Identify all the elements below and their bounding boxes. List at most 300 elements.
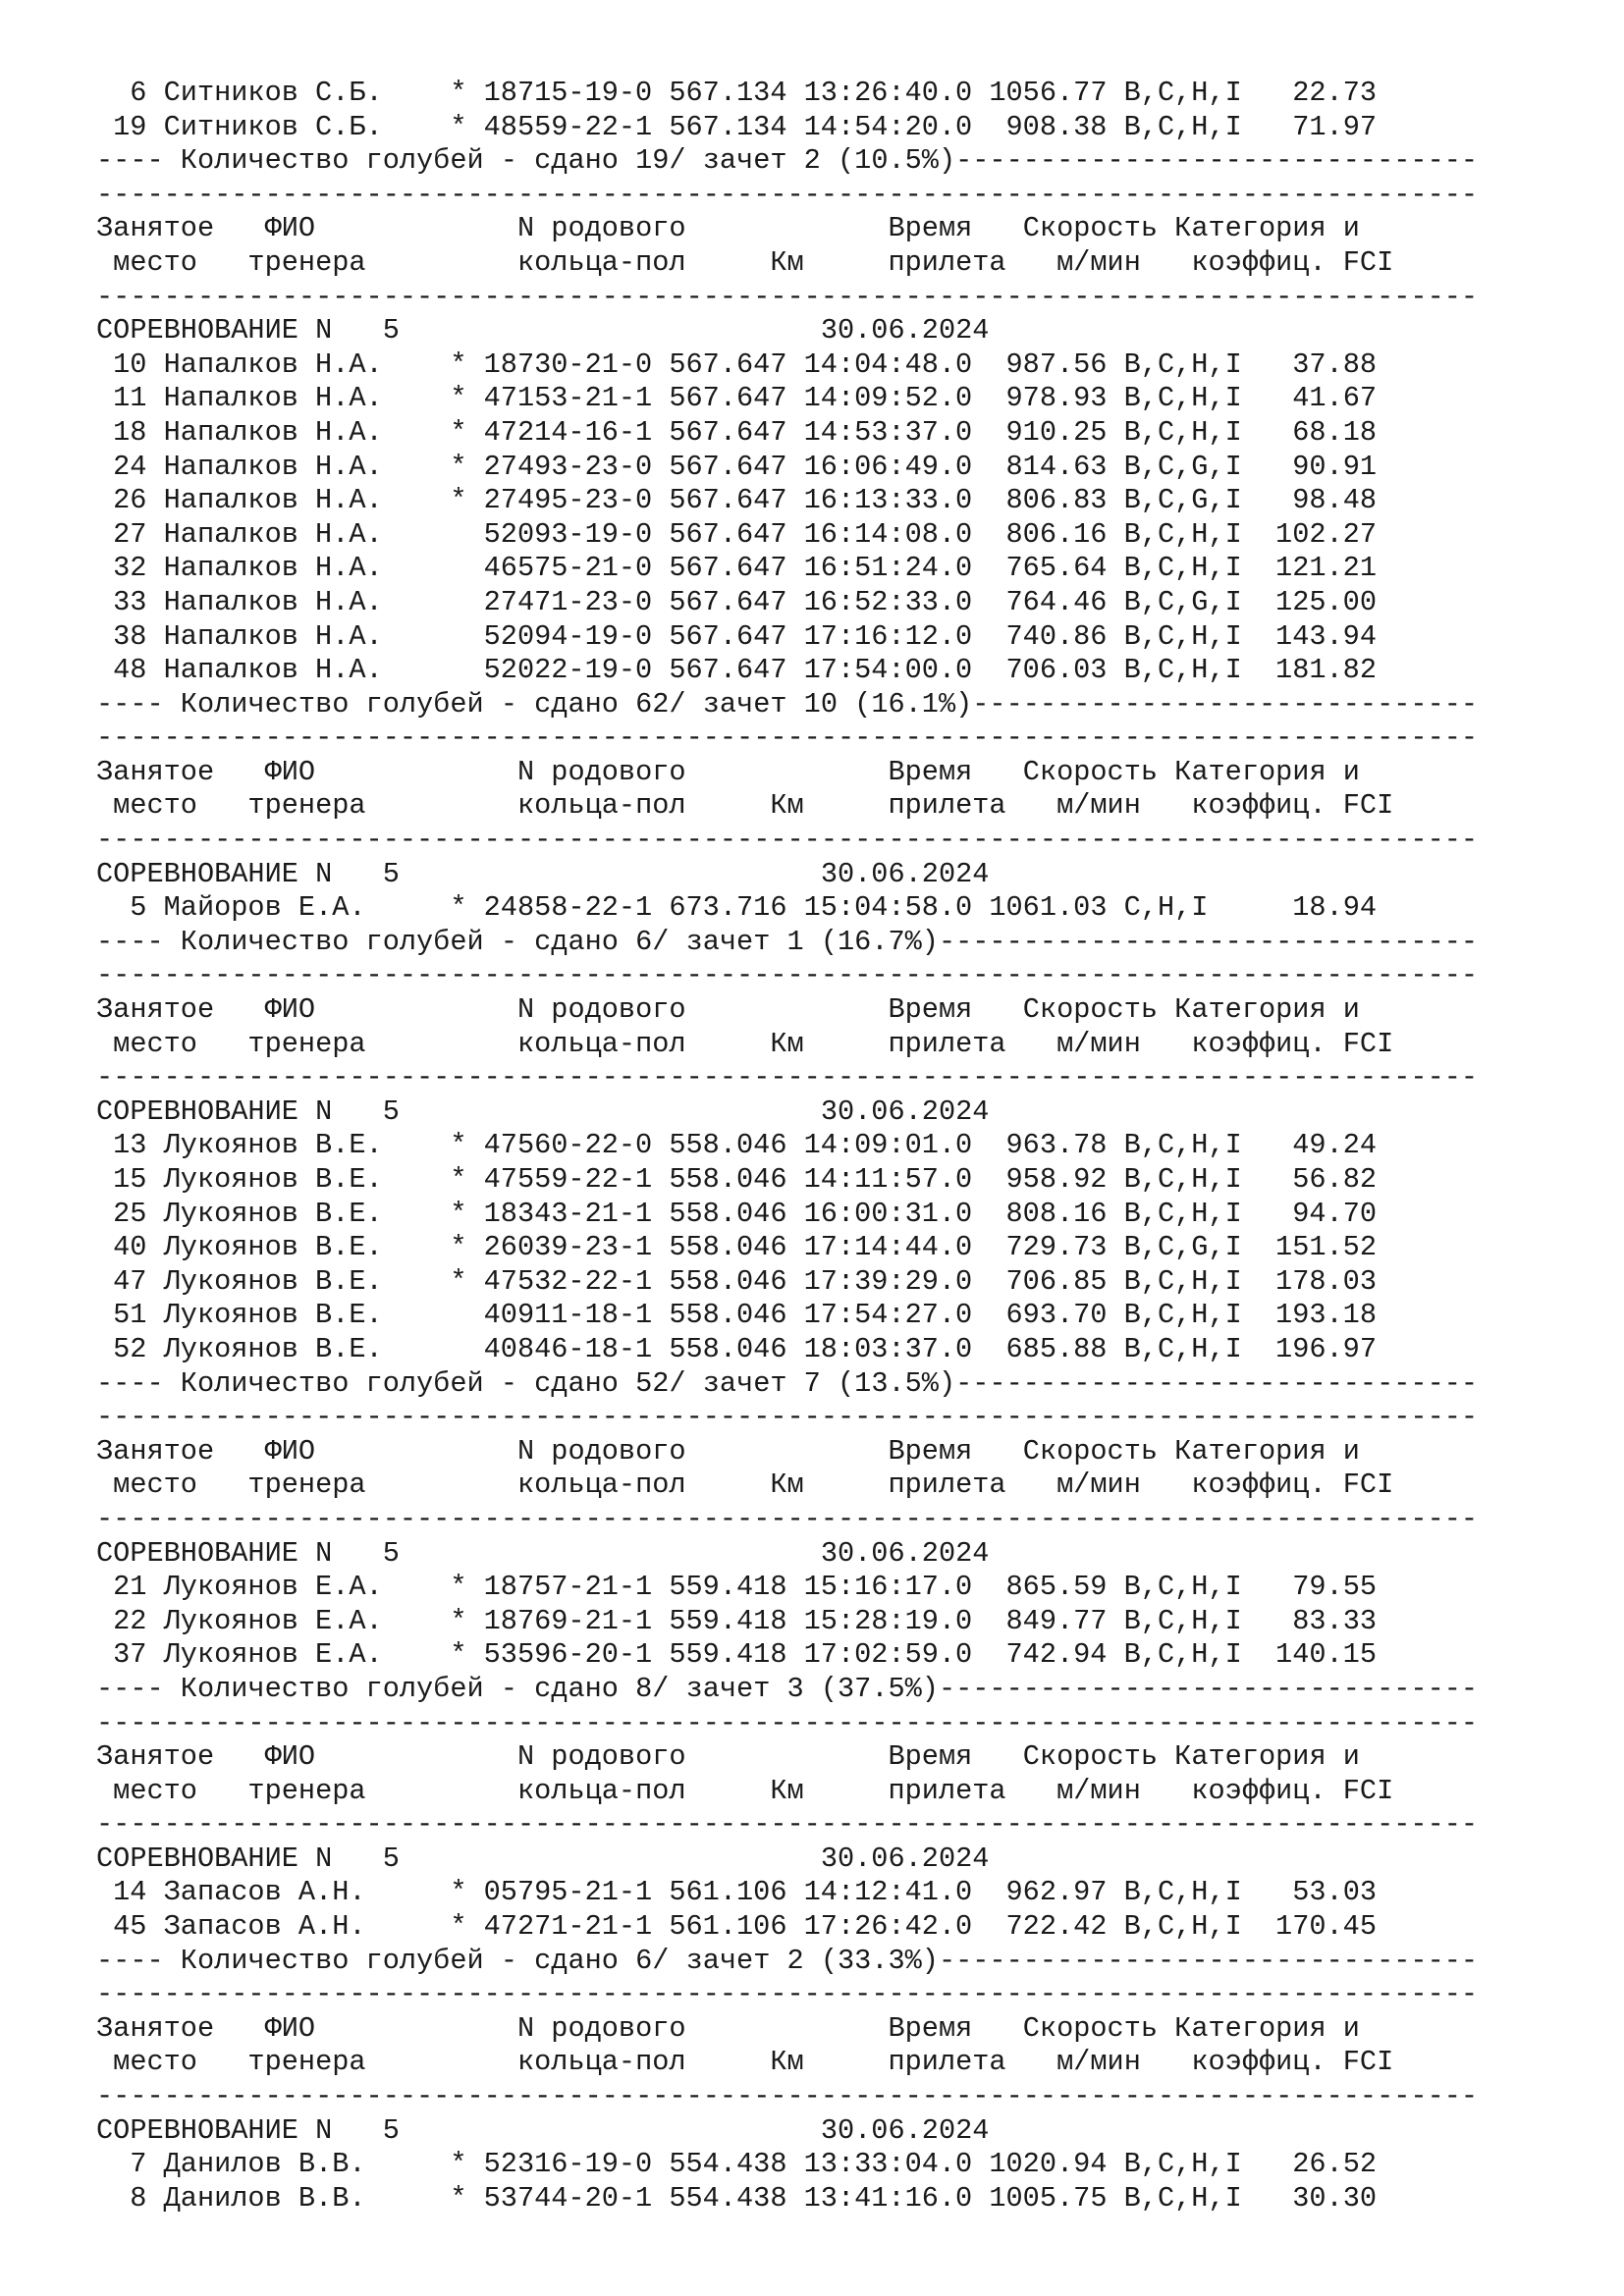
place-cell: 26 xyxy=(113,484,147,517)
category-cell: B,C,H,I xyxy=(1123,347,1242,381)
competition-title-line xyxy=(96,1095,1589,1130)
speed-cell: 1005.75 xyxy=(989,2181,1108,2215)
speed-cell: 806.16 xyxy=(1005,517,1108,551)
column-header-line-2: место тренера кольца-пол Км прилета м/мин коэффиц. FCI xyxy=(96,1468,1394,1502)
distance-km-cell: 567.647 xyxy=(669,517,787,551)
distance-km-cell: 561.106 xyxy=(669,1910,787,1944)
star-mark: * xyxy=(450,1197,467,1230)
category-cell: B,C,H,I xyxy=(1123,1638,1242,1672)
place-cell: 37 xyxy=(113,1638,147,1672)
category-cell: B,C,H,I xyxy=(1123,517,1242,551)
result-row xyxy=(96,111,1589,145)
ring-number-cell: 46575-21-0 xyxy=(483,552,653,585)
place-cell: 6 xyxy=(130,77,147,109)
competition-title-line xyxy=(96,2114,1589,2149)
result-row xyxy=(96,2182,1589,2216)
fci-coefficient-cell: 102.27 xyxy=(1275,517,1378,551)
ring-number-cell: 40911-18-1 xyxy=(483,1299,653,1332)
category-cell: B,C,H,I xyxy=(1123,2181,1242,2215)
distance-km-cell: 558.046 xyxy=(669,1299,787,1332)
star-mark: * xyxy=(450,415,467,449)
fci-coefficient-cell: 178.03 xyxy=(1275,1264,1378,1298)
result-row xyxy=(96,1198,1589,1232)
fci-coefficient-cell: 90.91 xyxy=(1292,450,1378,483)
distance-km-cell: 567.134 xyxy=(669,110,787,143)
arrival-time-cell: 16:06:49.0 xyxy=(803,450,973,483)
distance-km-cell: 567.647 xyxy=(669,415,787,449)
distance-km-cell: 558.046 xyxy=(669,1332,787,1365)
trainer-name-cell: Лукоянов В.Е. xyxy=(163,1163,383,1196)
dash-separator: ---------------------------------------------------------------------------------- xyxy=(96,1706,1479,1739)
trainer-name-cell: Напалков Н.А. xyxy=(163,619,383,653)
star-mark: * xyxy=(450,1129,467,1162)
speed-cell: 685.88 xyxy=(1005,1332,1108,1365)
place-cell: 32 xyxy=(113,552,147,585)
arrival-time-cell: 17:54:27.0 xyxy=(803,1299,973,1332)
arrival-time-cell: 14:09:01.0 xyxy=(803,1129,973,1162)
fci-coefficient-cell: 83.33 xyxy=(1292,1604,1378,1637)
speed-cell: 910.25 xyxy=(1005,415,1108,449)
category-cell: C,H,I xyxy=(1123,891,1209,925)
fci-coefficient-cell: 71.97 xyxy=(1292,110,1378,143)
category-cell: B,C,H,I xyxy=(1123,1299,1242,1332)
speed-cell: 808.16 xyxy=(1005,1197,1108,1230)
dash-separator: ---------------------------------------------------------------------------------- xyxy=(96,959,1479,992)
speed-cell: 1056.77 xyxy=(989,77,1108,109)
arrival-time-cell: 15:04:58.0 xyxy=(803,891,973,925)
distance-km-cell: 567.134 xyxy=(669,77,787,109)
competition-title: СОРЕВНОВАНИЕ N 5 xyxy=(96,1095,400,1128)
fci-coefficient-cell: 193.18 xyxy=(1275,1299,1378,1332)
competition-date: 30.06.2024 xyxy=(820,2113,990,2147)
fci-coefficient-cell: 41.67 xyxy=(1292,382,1378,415)
arrival-time-cell: 14:11:57.0 xyxy=(803,1163,973,1196)
ring-number-cell: 18769-21-1 xyxy=(483,1604,653,1637)
arrival-time-cell: 14:53:37.0 xyxy=(803,415,973,449)
arrival-time-cell: 14:04:48.0 xyxy=(803,347,973,381)
place-cell: 33 xyxy=(113,585,147,618)
result-row xyxy=(96,2148,1589,2182)
trainer-name-cell: Напалков Н.А. xyxy=(163,585,383,618)
ring-number-cell: 47532-22-1 xyxy=(483,1264,653,1298)
distance-km-cell: 558.046 xyxy=(669,1163,787,1196)
distance-km-cell: 559.418 xyxy=(669,1638,787,1672)
speed-cell: 742.94 xyxy=(1005,1638,1108,1672)
category-cell: B,C,G,I xyxy=(1123,484,1242,517)
dash-separator: ---------------------------------------------------------------------------------- xyxy=(96,824,1479,857)
ring-number-cell: 18757-21-1 xyxy=(483,1571,653,1604)
competition-date: 30.06.2024 xyxy=(820,857,990,890)
result-row xyxy=(96,586,1589,620)
star-mark: * xyxy=(450,1876,467,1909)
column-header-line-2: место тренера кольца-пол Км прилета м/мин коэффиц. FCI xyxy=(96,2046,1394,2079)
arrival-time-cell: 13:41:16.0 xyxy=(803,2181,973,2215)
arrival-time-cell: 17:02:59.0 xyxy=(803,1638,973,1672)
trainer-name-cell: Лукоянов Е.А. xyxy=(163,1638,383,1672)
star-mark: * xyxy=(450,1604,467,1637)
ring-number-cell: 48559-22-1 xyxy=(483,110,653,143)
star-mark: * xyxy=(450,2148,467,2181)
place-cell: 27 xyxy=(113,517,147,551)
speed-cell: 1020.94 xyxy=(989,2148,1108,2181)
column-header-line-2: место тренера кольца-пол Км прилета м/мин коэффиц. FCI xyxy=(96,1774,1394,1807)
trainer-name-cell: Напалков Н.А. xyxy=(163,382,383,415)
ring-number-cell: 26039-23-1 xyxy=(483,1231,653,1264)
result-row xyxy=(96,1638,1589,1673)
distance-km-cell: 558.046 xyxy=(669,1197,787,1230)
category-cell: B,C,H,I xyxy=(1123,110,1242,143)
distance-km-cell: 561.106 xyxy=(669,1876,787,1909)
fci-coefficient-cell: 125.00 xyxy=(1275,585,1378,618)
ring-number-cell: 52094-19-0 xyxy=(483,619,653,653)
place-cell: 25 xyxy=(113,1197,147,1230)
fci-coefficient-cell: 49.24 xyxy=(1292,1129,1378,1162)
speed-cell: 849.77 xyxy=(1005,1604,1108,1637)
category-cell: B,C,G,I xyxy=(1123,450,1242,483)
category-cell: B,C,H,I xyxy=(1123,1264,1242,1298)
result-row xyxy=(96,1605,1589,1639)
ring-number-cell: 47559-22-1 xyxy=(483,1163,653,1196)
result-row xyxy=(96,484,1589,518)
competition-title-line xyxy=(96,314,1589,348)
fci-coefficient-cell: 26.52 xyxy=(1292,2148,1378,2181)
ring-number-cell: 40846-18-1 xyxy=(483,1332,653,1365)
place-cell: 5 xyxy=(130,891,147,925)
column-header-line-1: Занятое ФИО N родового Время Скорость Категория и xyxy=(96,1434,1360,1468)
arrival-time-cell: 16:14:08.0 xyxy=(803,517,973,551)
star-mark: * xyxy=(450,2181,467,2215)
star-mark: * xyxy=(450,382,467,415)
place-cell: 8 xyxy=(130,2181,147,2215)
place-cell: 51 xyxy=(113,1299,147,1332)
speed-cell: 958.92 xyxy=(1005,1163,1108,1196)
competition-date: 30.06.2024 xyxy=(820,1095,990,1128)
ring-number-cell: 52093-19-0 xyxy=(483,517,653,551)
trainer-name-cell: Напалков Н.А. xyxy=(163,484,383,517)
result-row xyxy=(96,1129,1589,1163)
distance-km-cell: 559.418 xyxy=(669,1571,787,1604)
place-cell: 10 xyxy=(113,347,147,381)
arrival-time-cell: 13:33:04.0 xyxy=(803,2148,973,2181)
star-mark: * xyxy=(450,1910,467,1944)
pigeon-count-summary: ---- Количество голубей - сдано 6/ зачет 1 (16.7%)-------------------------------- xyxy=(96,925,1479,958)
trainer-name-cell: Напалков Н.А. xyxy=(163,552,383,585)
result-row xyxy=(96,1163,1589,1198)
place-cell: 24 xyxy=(113,450,147,483)
result-row xyxy=(96,552,1589,586)
star-mark: * xyxy=(450,1571,467,1604)
arrival-time-cell: 17:39:29.0 xyxy=(803,1264,973,1298)
arrival-time-cell: 15:16:17.0 xyxy=(803,1571,973,1604)
trainer-name-cell: Лукоянов Е.А. xyxy=(163,1604,383,1637)
competition-date: 30.06.2024 xyxy=(820,1842,990,1875)
dash-separator: ---------------------------------------------------------------------------------- xyxy=(96,280,1479,313)
category-cell: B,C,H,I xyxy=(1123,654,1242,687)
distance-km-cell: 567.647 xyxy=(669,619,787,653)
place-cell: 22 xyxy=(113,1604,147,1637)
competition-title: СОРЕВНОВАНИЕ N 5 xyxy=(96,2113,400,2147)
result-row xyxy=(96,416,1589,451)
result-row xyxy=(96,1571,1589,1605)
fci-coefficient-cell: 37.88 xyxy=(1292,347,1378,381)
result-row xyxy=(96,654,1589,688)
result-row xyxy=(96,77,1589,111)
category-cell: B,C,H,I xyxy=(1123,382,1242,415)
fci-coefficient-cell: 79.55 xyxy=(1292,1571,1378,1604)
result-row xyxy=(96,1231,1589,1265)
competition-title: СОРЕВНОВАНИЕ N 5 xyxy=(96,314,400,347)
place-cell: 47 xyxy=(113,1264,147,1298)
speed-cell: 706.03 xyxy=(1005,654,1108,687)
trainer-name-cell: Лукоянов В.Е. xyxy=(163,1197,383,1230)
pigeon-count-summary: ---- Количество голубей - сдано 8/ зачет 3 (37.5%)-------------------------------- xyxy=(96,1672,1479,1705)
result-row xyxy=(96,1876,1589,1910)
star-mark: * xyxy=(450,110,467,143)
distance-km-cell: 554.438 xyxy=(669,2181,787,2215)
arrival-time-cell: 18:03:37.0 xyxy=(803,1332,973,1365)
competition-title: СОРЕВНОВАНИЕ N 5 xyxy=(96,1842,400,1875)
fci-coefficient-cell: 196.97 xyxy=(1275,1332,1378,1365)
result-row xyxy=(96,1333,1589,1367)
distance-km-cell: 567.647 xyxy=(669,654,787,687)
ring-number-cell: 52022-19-0 xyxy=(483,654,653,687)
trainer-name-cell: Ситников С.Б. xyxy=(163,77,383,109)
trainer-name-cell: Лукоянов В.Е. xyxy=(163,1299,383,1332)
category-cell: B,C,H,I xyxy=(1123,1163,1242,1196)
category-cell: B,C,H,I xyxy=(1123,1332,1242,1365)
trainer-name-cell: Напалков Н.А. xyxy=(163,450,383,483)
dash-separator: ---------------------------------------------------------------------------------- xyxy=(96,178,1479,211)
result-row xyxy=(96,451,1589,485)
star-mark: * xyxy=(450,484,467,517)
arrival-time-cell: 15:28:19.0 xyxy=(803,1604,973,1637)
speed-cell: 987.56 xyxy=(1005,347,1108,381)
trainer-name-cell: Запасов А.Н. xyxy=(163,1910,366,1944)
ring-number-cell: 53596-20-1 xyxy=(483,1638,653,1672)
distance-km-cell: 558.046 xyxy=(669,1129,787,1162)
trainer-name-cell: Лукоянов Е.А. xyxy=(163,1571,383,1604)
place-cell: 19 xyxy=(113,110,147,143)
ring-number-cell: 52316-19-0 xyxy=(483,2148,653,2181)
speed-cell: 1061.03 xyxy=(989,891,1108,925)
fci-coefficient-cell: 143.94 xyxy=(1275,619,1378,653)
trainer-name-cell: Запасов А.Н. xyxy=(163,1876,366,1909)
competition-title: СОРЕВНОВАНИЕ N 5 xyxy=(96,1536,400,1570)
speed-cell: 908.38 xyxy=(1005,110,1108,143)
distance-km-cell: 559.418 xyxy=(669,1604,787,1637)
ring-number-cell: 24858-22-1 xyxy=(483,891,653,925)
pigeon-count-summary: ---- Количество голубей - сдано 19/ зачет 2 (10.5%)------------------------------- xyxy=(96,144,1479,178)
column-header-line-1: Занятое ФИО N родового Время Скорость Категория и xyxy=(96,993,1360,1027)
place-cell: 7 xyxy=(130,2148,147,2181)
category-cell: B,C,G,I xyxy=(1123,585,1242,618)
competition-title-line xyxy=(96,1842,1589,1877)
speed-cell: 865.59 xyxy=(1005,1571,1108,1604)
star-mark: * xyxy=(450,1231,467,1264)
category-cell: B,C,H,I xyxy=(1123,1571,1242,1604)
arrival-time-cell: 14:54:20.0 xyxy=(803,110,973,143)
arrival-time-cell: 14:09:52.0 xyxy=(803,382,973,415)
trainer-name-cell: Напалков Н.А. xyxy=(163,415,383,449)
fci-coefficient-cell: 53.03 xyxy=(1292,1876,1378,1909)
dash-separator: ---------------------------------------------------------------------------------- xyxy=(96,1502,1479,1535)
column-header-line-1: Занятое ФИО N родового Время Скорость Категория и xyxy=(96,2011,1360,2045)
ring-number-cell: 05795-21-1 xyxy=(483,1876,653,1909)
competition-date: 30.06.2024 xyxy=(820,314,990,347)
fci-coefficient-cell: 30.30 xyxy=(1292,2181,1378,2215)
competition-title-line xyxy=(96,858,1589,892)
result-row xyxy=(96,1265,1589,1300)
fci-coefficient-cell: 151.52 xyxy=(1275,1231,1378,1264)
result-row xyxy=(96,382,1589,416)
ring-number-cell: 53744-20-1 xyxy=(483,2181,653,2215)
trainer-name-cell: Лукоянов В.Е. xyxy=(163,1129,383,1162)
distance-km-cell: 554.438 xyxy=(669,2148,787,2181)
speed-cell: 722.42 xyxy=(1005,1910,1108,1944)
dash-separator: ---------------------------------------------------------------------------------- xyxy=(96,1401,1479,1434)
place-cell: 15 xyxy=(113,1163,147,1196)
fci-coefficient-cell: 170.45 xyxy=(1275,1910,1378,1944)
competition-title: СОРЕВНОВАНИЕ N 5 xyxy=(96,857,400,890)
column-header-line-1: Занятое ФИО N родового Время Скорость Категория и xyxy=(96,212,1360,245)
distance-km-cell: 567.647 xyxy=(669,382,787,415)
place-cell: 52 xyxy=(113,1332,147,1365)
trainer-name-cell: Данилов В.В. xyxy=(163,2148,366,2181)
arrival-time-cell: 17:16:12.0 xyxy=(803,619,973,653)
column-header-line-1: Занятое ФИО N родового Время Скорость Категория и xyxy=(96,755,1360,788)
dash-separator: ---------------------------------------------------------------------------------- xyxy=(96,1978,1479,2011)
distance-km-cell: 567.647 xyxy=(669,585,787,618)
category-cell: B,C,H,I xyxy=(1123,1604,1242,1637)
arrival-time-cell: 17:54:00.0 xyxy=(803,654,973,687)
trainer-name-cell: Майоров Е.А. xyxy=(163,891,366,925)
pigeon-count-summary: ---- Количество голубей - сдано 62/ зачет 10 (16.1%)------------------------------ xyxy=(96,687,1479,721)
place-cell: 48 xyxy=(113,654,147,687)
arrival-time-cell: 16:51:24.0 xyxy=(803,552,973,585)
place-cell: 14 xyxy=(113,1876,147,1909)
pigeon-count-summary: ---- Количество голубей - сдано 52/ зачет 7 (13.5%)------------------------------- xyxy=(96,1366,1479,1400)
place-cell: 40 xyxy=(113,1231,147,1264)
arrival-time-cell: 14:12:41.0 xyxy=(803,1876,973,1909)
trainer-name-cell: Напалков Н.А. xyxy=(163,517,383,551)
category-cell: B,C,H,I xyxy=(1123,619,1242,653)
column-header-line-2: место тренера кольца-пол Км прилета м/мин коэффиц. FCI xyxy=(96,1027,1394,1060)
distance-km-cell: 673.716 xyxy=(669,891,787,925)
competition-date: 30.06.2024 xyxy=(820,1536,990,1570)
distance-km-cell: 558.046 xyxy=(669,1231,787,1264)
speed-cell: 963.78 xyxy=(1005,1129,1108,1162)
ring-number-cell: 47214-16-1 xyxy=(483,415,653,449)
speed-cell: 978.93 xyxy=(1005,382,1108,415)
result-row xyxy=(96,891,1589,926)
trainer-name-cell: Данилов В.В. xyxy=(163,2181,366,2215)
star-mark: * xyxy=(450,450,467,483)
arrival-time-cell: 17:26:42.0 xyxy=(803,1910,973,1944)
fci-coefficient-cell: 94.70 xyxy=(1292,1197,1378,1230)
trainer-name-cell: Напалков Н.А. xyxy=(163,347,383,381)
place-cell: 18 xyxy=(113,415,147,449)
distance-km-cell: 567.647 xyxy=(669,484,787,517)
result-row xyxy=(96,1299,1589,1333)
result-row xyxy=(96,348,1589,383)
speed-cell: 962.97 xyxy=(1005,1876,1108,1909)
fci-coefficient-cell: 18.94 xyxy=(1292,891,1378,925)
ring-number-cell: 18715-19-0 xyxy=(483,77,653,109)
category-cell: B,C,H,I xyxy=(1123,415,1242,449)
dash-separator: ---------------------------------------------------------------------------------- xyxy=(96,721,1479,755)
star-mark: * xyxy=(450,77,467,109)
results-document xyxy=(96,77,1589,2216)
star-mark: * xyxy=(450,891,467,925)
arrival-time-cell: 17:14:44.0 xyxy=(803,1231,973,1264)
dash-separator: ---------------------------------------------------------------------------------- xyxy=(96,1808,1479,1842)
speed-cell: 693.70 xyxy=(1005,1299,1108,1332)
column-header-line-1: Занятое ФИО N родового Время Скорость Категория и xyxy=(96,1740,1360,1774)
column-header-line-2: место тренера кольца-пол Км прилета м/мин коэффиц. FCI xyxy=(96,245,1394,279)
category-cell: B,C,H,I xyxy=(1123,2148,1242,2181)
speed-cell: 765.64 xyxy=(1005,552,1108,585)
dash-separator: ---------------------------------------------------------------------------------- xyxy=(96,1061,1479,1095)
arrival-time-cell: 16:13:33.0 xyxy=(803,484,973,517)
star-mark: * xyxy=(450,1638,467,1672)
place-cell: 38 xyxy=(113,619,147,653)
speed-cell: 740.86 xyxy=(1005,619,1108,653)
result-row xyxy=(96,1910,1589,1945)
place-cell: 13 xyxy=(113,1129,147,1162)
arrival-time-cell: 16:00:31.0 xyxy=(803,1197,973,1230)
place-cell: 11 xyxy=(113,382,147,415)
pigeon-count-summary: ---- Количество голубей - сдано 6/ зачет 2 (33.3%)-------------------------------- xyxy=(96,1944,1479,1977)
category-cell: B,C,H,I xyxy=(1123,77,1242,109)
trainer-name-cell: Ситников С.Б. xyxy=(163,110,383,143)
category-cell: B,C,H,I xyxy=(1123,1876,1242,1909)
speed-cell: 706.85 xyxy=(1005,1264,1108,1298)
trainer-name-cell: Лукоянов В.Е. xyxy=(163,1231,383,1264)
trainer-name-cell: Лукоянов В.Е. xyxy=(163,1264,383,1298)
ring-number-cell: 47271-21-1 xyxy=(483,1910,653,1944)
fci-coefficient-cell: 140.15 xyxy=(1275,1638,1378,1672)
ring-number-cell: 27493-23-0 xyxy=(483,450,653,483)
category-cell: B,C,H,I xyxy=(1123,1197,1242,1230)
speed-cell: 806.83 xyxy=(1005,484,1108,517)
category-cell: B,C,H,I xyxy=(1123,552,1242,585)
star-mark: * xyxy=(450,1264,467,1298)
fci-coefficient-cell: 56.82 xyxy=(1292,1163,1378,1196)
arrival-time-cell: 13:26:40.0 xyxy=(803,77,973,109)
distance-km-cell: 567.647 xyxy=(669,552,787,585)
category-cell: B,C,H,I xyxy=(1123,1910,1242,1944)
fci-coefficient-cell: 22.73 xyxy=(1292,77,1378,109)
arrival-time-cell: 16:52:33.0 xyxy=(803,585,973,618)
place-cell: 45 xyxy=(113,1910,147,1944)
result-row xyxy=(96,518,1589,553)
speed-cell: 814.63 xyxy=(1005,450,1108,483)
ring-number-cell: 47560-22-0 xyxy=(483,1129,653,1162)
fci-coefficient-cell: 181.82 xyxy=(1275,654,1378,687)
competition-title-line xyxy=(96,1537,1589,1572)
column-header-line-2: место тренера кольца-пол Км прилета м/мин коэффиц. FCI xyxy=(96,789,1394,823)
fci-coefficient-cell: 68.18 xyxy=(1292,415,1378,449)
trainer-name-cell: Напалков Н.А. xyxy=(163,654,383,687)
dash-separator: ---------------------------------------------------------------------------------- xyxy=(96,2080,1479,2113)
ring-number-cell: 18343-21-1 xyxy=(483,1197,653,1230)
ring-number-cell: 27471-23-0 xyxy=(483,585,653,618)
fci-coefficient-cell: 121.21 xyxy=(1275,552,1378,585)
distance-km-cell: 567.647 xyxy=(669,450,787,483)
trainer-name-cell: Лукоянов В.Е. xyxy=(163,1332,383,1365)
result-row xyxy=(96,620,1589,655)
place-cell: 21 xyxy=(113,1571,147,1604)
